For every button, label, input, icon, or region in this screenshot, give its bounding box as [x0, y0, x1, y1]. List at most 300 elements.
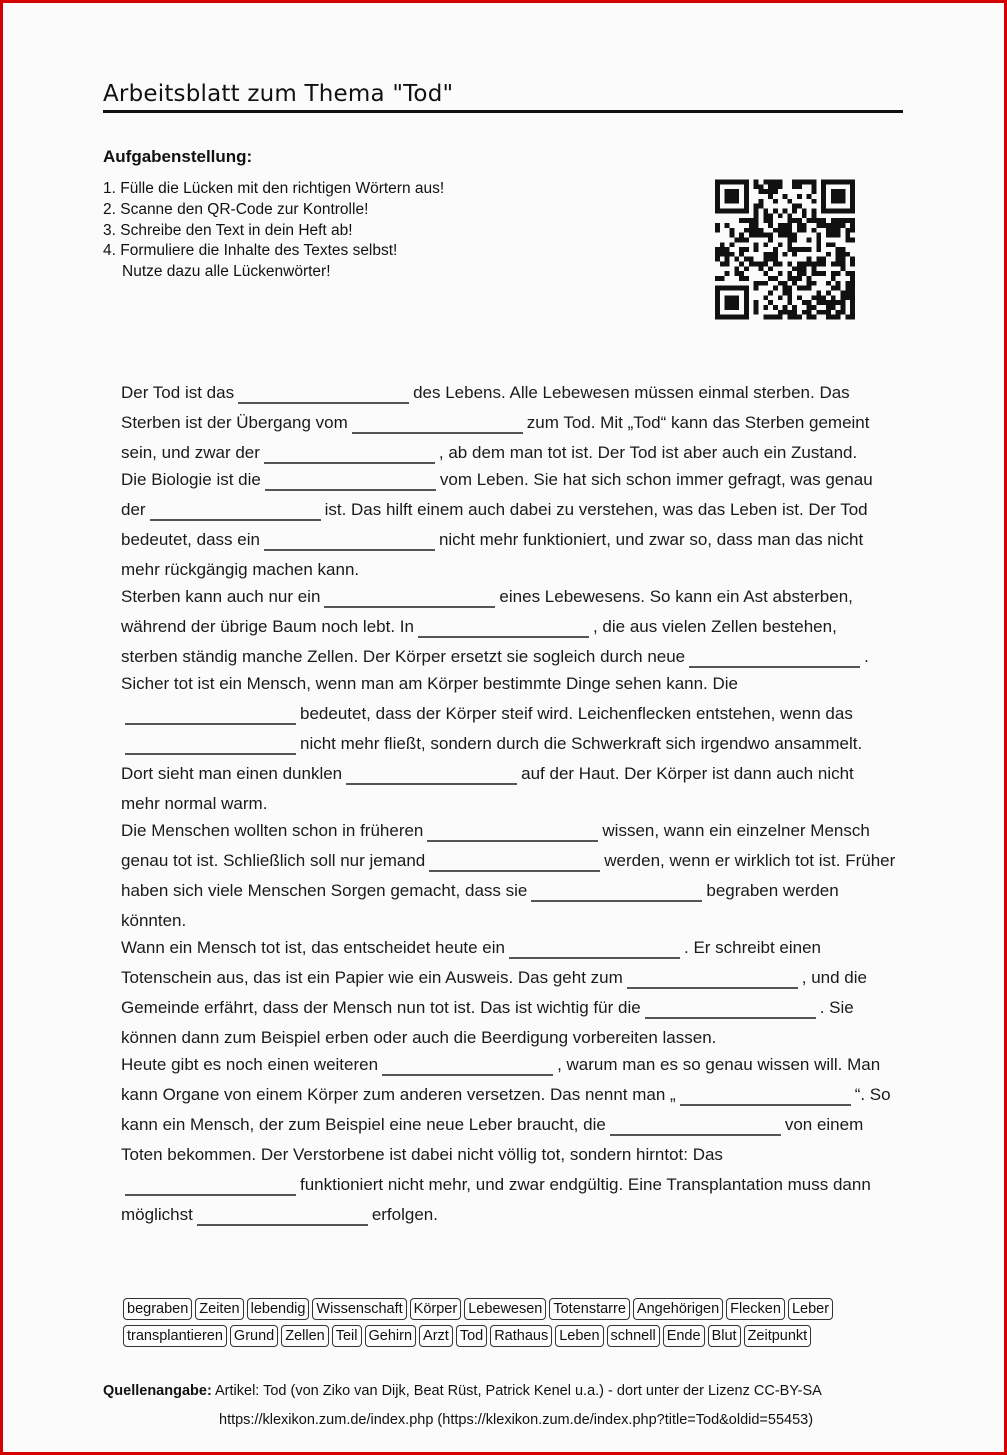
qr-module — [778, 233, 783, 238]
qr-module — [763, 252, 768, 257]
qr-module — [778, 213, 783, 218]
qr-module — [836, 189, 841, 194]
qr-module — [816, 300, 821, 305]
qr-module — [725, 257, 730, 262]
qr-module — [763, 315, 768, 320]
qr-module — [816, 233, 821, 238]
qr-module — [729, 315, 734, 320]
task-item: 2. Scanne den QR-Code zur Kontrolle! — [103, 200, 369, 218]
qr-module — [831, 286, 836, 291]
qr-module — [821, 262, 826, 267]
qr-module — [715, 315, 720, 320]
qr-module — [850, 228, 855, 233]
qr-module — [831, 233, 836, 238]
qr-module — [773, 184, 778, 189]
cloze-gap[interactable] — [324, 590, 495, 608]
cloze-gap[interactable] — [627, 971, 798, 989]
qr-module — [831, 208, 836, 213]
qr-module — [725, 286, 730, 291]
cloze-text-fragment: , und die Gemeinde erfährt, dass der Mensch nun tot ist. Das ist wichtig für die — [121, 968, 867, 1017]
word-chip: schnell — [607, 1325, 660, 1347]
qr-module — [836, 286, 841, 291]
qr-module — [744, 266, 749, 271]
word-chip: Leber — [788, 1298, 833, 1320]
qr-module — [836, 271, 841, 276]
qr-module — [729, 208, 734, 213]
qr-module — [797, 271, 802, 276]
qr-module — [758, 262, 763, 267]
qr-module — [715, 286, 720, 291]
qr-module — [841, 300, 846, 305]
qr-module — [821, 189, 826, 194]
qr-module — [850, 291, 855, 296]
qr-module — [778, 262, 783, 267]
qr-module — [850, 281, 855, 286]
word-chip: Zellen — [281, 1325, 329, 1347]
qr-module — [744, 218, 749, 223]
qr-module — [836, 218, 841, 223]
qr-module — [734, 295, 739, 300]
cloze-text-fragment: zum Tod. Mit „Tod“ kann das Sterben gemeint sein, und zwar der — [121, 413, 870, 462]
qr-module — [778, 180, 783, 185]
qr-module — [807, 218, 812, 223]
cloze-text-fragment: Die Menschen wollten schon in früheren — [121, 821, 424, 840]
qr-module — [758, 204, 763, 209]
qr-module — [739, 315, 744, 320]
qr-module — [758, 228, 763, 233]
qr-module — [725, 208, 730, 213]
word-chip: Ende — [663, 1325, 705, 1347]
cloze-gap[interactable] — [125, 1178, 296, 1196]
qr-module — [850, 257, 855, 262]
qr-module — [739, 208, 744, 213]
qr-module — [758, 189, 763, 194]
qr-module — [812, 180, 817, 185]
qr-module — [763, 242, 768, 247]
word-chip: lebendig — [247, 1298, 310, 1320]
qr-module — [715, 223, 720, 228]
cloze-gap[interactable] — [264, 446, 435, 464]
qr-module — [725, 189, 730, 194]
cloze-text-fragment: Der Tod ist das — [121, 383, 235, 402]
cloze-text-fragment: , warum man es so genau wissen will. Man kann Organe von einem Körper zum anderen versetzen. Das nennt man „ — [121, 1055, 881, 1104]
qr-module — [768, 315, 773, 320]
qr-module — [826, 310, 831, 315]
qr-module — [821, 310, 826, 315]
tasks-heading: Aufgabenstellung: — [103, 147, 253, 166]
qr-module — [792, 204, 797, 209]
qr-module — [826, 305, 831, 310]
qr-module — [841, 305, 846, 310]
cloze-gap[interactable] — [346, 767, 517, 785]
cloze-text-fragment: . — [864, 647, 869, 666]
qr-module — [778, 281, 783, 286]
qr-module — [812, 295, 817, 300]
qr-module — [758, 281, 763, 286]
qr-module — [826, 252, 831, 257]
qr-module — [845, 315, 850, 320]
qr-module — [787, 213, 792, 218]
qr-module — [715, 204, 720, 209]
qr-module — [778, 271, 783, 276]
qr-module — [725, 223, 730, 228]
qr-module — [836, 208, 841, 213]
qr-module — [826, 223, 831, 228]
qr-module — [720, 242, 725, 247]
cloze-gap[interactable] — [645, 1001, 816, 1019]
qr-module — [725, 315, 730, 320]
qr-module — [797, 218, 802, 223]
qr-module — [715, 189, 720, 194]
cloze-gap[interactable] — [427, 824, 598, 842]
qr-module — [816, 223, 821, 228]
cloze-text-fragment: wissen, wann ein einzelner Mensch genau tot ist. Schließlich soll nur jemand — [121, 821, 870, 870]
cloze-text-fragment: , die aus vielen Zellen bestehen, sterben ständig manche Zellen. Der Körper ersetzt sie sogleich durch neue — [121, 617, 837, 666]
qr-module — [850, 300, 855, 305]
cloze-gap[interactable] — [264, 533, 435, 551]
qr-module — [792, 315, 797, 320]
word-chip: Tod — [456, 1325, 487, 1347]
qr-module — [831, 228, 836, 233]
qr-module — [715, 199, 720, 204]
word-chip: transplantieren — [123, 1325, 227, 1347]
qr-module — [773, 305, 778, 310]
qr-module — [831, 242, 836, 247]
qr-module — [807, 262, 812, 267]
qr-module — [797, 295, 802, 300]
qr-module — [778, 242, 783, 247]
cloze-text-fragment: nicht mehr fließt, sondern durch die Schwerkraft sich irgendwo ansammelt. Dort sieht man einen dunklen — [121, 734, 863, 783]
qr-module — [826, 315, 831, 320]
cloze-paragraph — [121, 816, 896, 936]
qr-module — [754, 213, 759, 218]
qr-module — [787, 237, 792, 242]
qr-module — [773, 252, 778, 257]
qr-module — [768, 233, 773, 238]
qr-module — [715, 252, 720, 257]
qr-module — [787, 276, 792, 281]
cloze-text-fragment: eines Lebewesens. So kann ein Ast absterben, während der übrige Baum noch lebt. In — [121, 587, 853, 636]
qr-module — [845, 252, 850, 257]
word-chip: Grund — [230, 1325, 278, 1347]
qr-module — [807, 286, 812, 291]
word-chip: Teil — [332, 1325, 362, 1347]
qr-module — [773, 286, 778, 291]
qr-module — [850, 286, 855, 291]
qr-module — [802, 247, 807, 252]
qr-module — [773, 315, 778, 320]
qr-module — [787, 242, 792, 247]
qr-module — [768, 194, 773, 199]
word-bank-row — [123, 1325, 883, 1347]
qr-module — [821, 218, 826, 223]
qr-module — [836, 228, 841, 233]
qr-module — [836, 233, 841, 238]
qr-module — [744, 286, 749, 291]
qr-module — [787, 199, 792, 204]
qr-module — [758, 266, 763, 271]
qr-module — [744, 199, 749, 204]
qr-module — [768, 213, 773, 218]
cloze-text-fragment: bedeutet, dass der Körper steif wird. Leichenflecken entstehen, wenn das — [300, 704, 853, 723]
qr-module — [850, 315, 855, 320]
qr-module — [739, 276, 744, 281]
qr-module — [812, 184, 817, 189]
qr-module — [744, 291, 749, 296]
qr-module — [807, 247, 812, 252]
qr-module — [787, 315, 792, 320]
qr-module — [787, 310, 792, 315]
word-chip: Flecken — [726, 1298, 785, 1320]
qr-code-icon[interactable] — [715, 178, 855, 321]
qr-module — [749, 223, 754, 228]
qr-module — [841, 291, 846, 296]
qr-module — [773, 247, 778, 252]
word-chip: Gehirn — [365, 1325, 417, 1347]
qr-module — [744, 208, 749, 213]
qr-module — [841, 266, 846, 271]
qr-module — [816, 257, 821, 262]
cloze-text-fragment: funktioniert nicht mehr, und zwar endgültig. Eine Transplantation muss dann möglichst — [121, 1175, 871, 1224]
cloze-gap[interactable] — [680, 1088, 851, 1106]
qr-module — [754, 242, 759, 247]
qr-module — [850, 208, 855, 213]
qr-module — [836, 194, 841, 199]
qr-module — [792, 305, 797, 310]
qr-module — [802, 213, 807, 218]
cloze-text-fragment: Die Biologie ist die — [121, 470, 261, 489]
qr-module — [725, 194, 730, 199]
qr-module — [797, 315, 802, 320]
qr-module — [715, 300, 720, 305]
qr-module — [845, 291, 850, 296]
qr-module — [744, 204, 749, 209]
qr-module — [734, 300, 739, 305]
qr-module — [802, 310, 807, 315]
qr-module — [812, 266, 817, 271]
qr-module — [754, 305, 759, 310]
qr-module — [850, 305, 855, 310]
qr-module — [821, 180, 826, 185]
qr-module — [754, 310, 759, 315]
word-chip: Zeiten — [195, 1298, 243, 1320]
word-bank-row — [123, 1298, 883, 1320]
qr-module — [754, 281, 759, 286]
qr-module — [734, 315, 739, 320]
qr-module — [734, 194, 739, 199]
qr-module — [739, 271, 744, 276]
qr-module — [758, 199, 763, 204]
qr-module — [831, 276, 836, 281]
qr-module — [816, 271, 821, 276]
qr-module — [749, 257, 754, 262]
qr-module — [729, 180, 734, 185]
qr-module — [812, 228, 817, 233]
cloze-text-fragment: nicht mehr funktioniert, und zwar so, dass man das nicht mehr rückgängig machen kann. — [121, 530, 864, 579]
qr-module — [739, 247, 744, 252]
qr-module — [802, 286, 807, 291]
qr-module — [831, 262, 836, 267]
cloze-paragraph — [121, 465, 896, 585]
qr-module — [797, 223, 802, 228]
qr-module — [812, 208, 817, 213]
qr-module — [812, 199, 817, 204]
cloze-text-fragment: vom Leben. Sie hat sich schon immer gefragt, was genau der — [121, 470, 873, 519]
qr-module — [734, 237, 739, 242]
qr-module — [763, 262, 768, 267]
cloze-gap[interactable] — [352, 416, 523, 434]
cloze-text-fragment: “. So kann ein Mensch, der zum Beispiel eine neue Leber braucht, die — [121, 1085, 891, 1134]
cloze-gap[interactable] — [150, 503, 321, 521]
qr-module — [739, 237, 744, 242]
qr-module — [773, 257, 778, 262]
qr-module — [768, 276, 773, 281]
qr-module — [812, 189, 817, 194]
qr-module — [831, 218, 836, 223]
qr-module — [768, 266, 773, 271]
qr-module — [744, 257, 749, 262]
qr-module — [836, 247, 841, 252]
qr-module — [720, 262, 725, 267]
qr-module — [729, 199, 734, 204]
qr-module — [744, 295, 749, 300]
cloze-gap[interactable] — [689, 650, 860, 668]
qr-module — [744, 228, 749, 233]
qr-module — [758, 184, 763, 189]
qr-module — [783, 281, 788, 286]
qr-module — [720, 208, 725, 213]
qr-module — [787, 286, 792, 291]
qr-module — [754, 262, 759, 267]
cloze-gap[interactable] — [197, 1208, 368, 1226]
qr-module — [792, 180, 797, 185]
qr-module — [845, 208, 850, 213]
qr-module — [845, 237, 850, 242]
qr-module — [783, 310, 788, 315]
qr-module — [783, 228, 788, 233]
qr-module — [807, 310, 812, 315]
qr-module — [773, 199, 778, 204]
qr-module — [836, 257, 841, 262]
qr-module — [715, 305, 720, 310]
qr-module — [739, 286, 744, 291]
qr-module — [841, 223, 846, 228]
qr-module — [831, 189, 836, 194]
qr-module — [754, 233, 759, 238]
qr-module — [841, 180, 846, 185]
qr-module — [816, 218, 821, 223]
qr-module — [812, 315, 817, 320]
qr-module — [787, 247, 792, 252]
qr-module — [763, 233, 768, 238]
cloze-gap[interactable] — [610, 1118, 781, 1136]
cloze-gap[interactable] — [429, 854, 600, 872]
cloze-gap[interactable] — [125, 707, 296, 725]
word-bank — [123, 1298, 883, 1352]
qr-module — [754, 218, 759, 223]
word-chip: Angehörigen — [633, 1298, 723, 1320]
qr-module — [720, 286, 725, 291]
qr-module — [783, 208, 788, 213]
word-chip: Rathaus — [490, 1325, 552, 1347]
qr-module — [850, 194, 855, 199]
qr-module — [797, 286, 802, 291]
word-chip: Körper — [410, 1298, 462, 1320]
qr-module — [763, 271, 768, 276]
qr-module — [787, 228, 792, 233]
qr-module — [739, 252, 744, 257]
qr-module — [787, 295, 792, 300]
qr-module — [754, 204, 759, 209]
qr-module — [816, 237, 821, 242]
qr-module — [744, 300, 749, 305]
qr-module — [734, 208, 739, 213]
qr-module — [763, 208, 768, 213]
cloze-gap[interactable] — [382, 1058, 553, 1076]
qr-module — [841, 257, 846, 262]
qr-module — [841, 189, 846, 194]
qr-module — [744, 305, 749, 310]
qr-module — [821, 204, 826, 209]
source-text: Artikel: Tod (von Ziko van Dijk, Beat Rüst, Patrick Kenel u.a.) - dort unter der Lizenz CC-BY-SA — [215, 1383, 822, 1399]
qr-module — [734, 305, 739, 310]
qr-module — [754, 228, 759, 233]
cloze-gap[interactable] — [265, 473, 436, 491]
qr-module — [763, 281, 768, 286]
qr-module — [841, 208, 846, 213]
qr-module — [754, 208, 759, 213]
qr-module — [836, 315, 841, 320]
cloze-gap[interactable] — [509, 941, 680, 959]
cloze-text-fragment: , ab dem man tot ist. Der Tod ist aber auch ein Zustand. — [438, 443, 858, 462]
qr-module — [749, 233, 754, 238]
cloze-gap[interactable] — [531, 884, 702, 902]
cloze-text-fragment: auf der Haut. Der Körper ist dann auch nicht mehr normal warm. — [121, 764, 854, 813]
qr-module — [807, 281, 812, 286]
cloze-text-fragment: Heute gibt es noch einen weiteren — [121, 1055, 379, 1074]
qr-module — [773, 189, 778, 194]
cloze-text-fragment: des Lebens. Alle Lebewesen müssen einmal sterben. Das Sterben ist der Übergang vom — [121, 383, 850, 432]
qr-module — [850, 310, 855, 315]
qr-module — [754, 247, 759, 252]
qr-module — [787, 223, 792, 228]
qr-module — [773, 180, 778, 185]
qr-module — [783, 286, 788, 291]
qr-module — [831, 194, 836, 199]
cloze-gap[interactable] — [238, 386, 409, 404]
cloze-gap[interactable] — [418, 620, 589, 638]
qr-module — [836, 300, 841, 305]
qr-module — [845, 228, 850, 233]
qr-module — [841, 252, 846, 257]
qr-module — [792, 266, 797, 271]
source-url[interactable]: https://klexikon.zum.de/index.php (https://klexikon.zum.de/index.php?title=Tod&oldid=55453) — [219, 1412, 814, 1428]
qr-module — [841, 218, 846, 223]
qr-module — [850, 262, 855, 267]
qr-module — [754, 286, 759, 291]
qr-module — [802, 271, 807, 276]
qr-module — [812, 281, 817, 286]
qr-module — [734, 286, 739, 291]
cloze-text-fragment: Wann ein Mensch tot ist, das entscheidet heute ein — [121, 938, 505, 957]
cloze-gap[interactable] — [125, 737, 296, 755]
qr-module — [768, 300, 773, 305]
qr-module — [797, 276, 802, 281]
qr-module — [725, 180, 730, 185]
qr-module — [850, 204, 855, 209]
qr-module — [841, 310, 846, 315]
qr-module — [715, 208, 720, 213]
